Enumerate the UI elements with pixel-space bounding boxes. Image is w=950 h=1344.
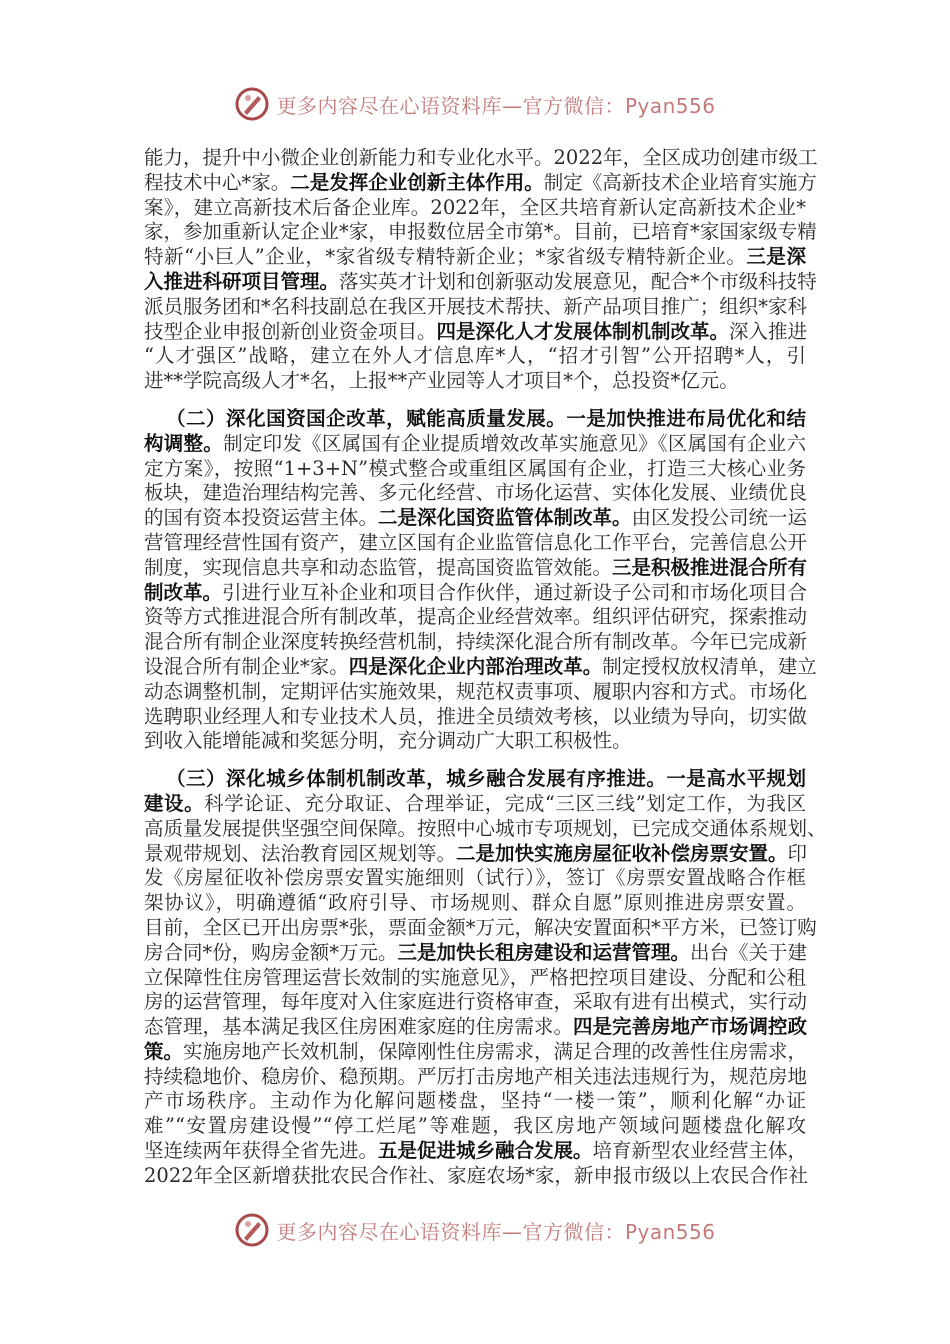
bold-heading-text: 制改革。 <box>144 580 223 604</box>
watermark-text: 更多内容尽在心语资料库—官方微信：Pyan556 <box>276 93 716 118</box>
text-line <box>144 269 817 295</box>
body-text: 制定《高新技术企业培育实施方 <box>543 170 817 194</box>
paragraph <box>144 406 817 754</box>
text-line <box>144 1114 806 1139</box>
text-line <box>144 705 806 730</box>
body-text: 目前，全区已开出房票*张，票面金额*万元，解决安置面积*平方米，已签订购 <box>144 915 817 939</box>
text-line <box>144 605 806 630</box>
text-line <box>144 481 806 506</box>
text-line <box>144 654 817 680</box>
text-line <box>144 630 806 655</box>
body-text: 科学论证、充分取证、合理举证，完成“三区三线”划定工作，为我区 <box>204 791 806 815</box>
body-text: 到收入能增能减和奖惩分明，充分调动广大职工积极性。 <box>144 729 632 753</box>
bold-heading-text: 三是积极推进混合所有 <box>612 555 808 579</box>
text-line <box>144 915 817 941</box>
text-line <box>144 1139 806 1164</box>
body-text: 产市场秩序。主动作为化解问题楼盘，坚持“一楼一策”，顺利化解“办证 <box>144 1089 806 1113</box>
bold-heading-text: 二是深化国资监管体制改革。 <box>378 506 632 530</box>
body-text: 高质量发展提供坚强空间保障。按照中心城市专项规划，已完成交通体系规划、 <box>144 816 827 840</box>
bold-heading-text: 二是发挥企业创新主体作用。 <box>290 170 544 194</box>
body-text: 定方案》，按照“1+3+N”模式整合或重组区属国有企业，打造三大核心业务 <box>144 456 806 480</box>
body-text: 架协议》，明确遵循“政府引导、市场规则、群众自愿”原则推进房票安置。 <box>144 891 806 915</box>
text-line <box>144 816 827 842</box>
body-text: 2022年全区新增获批农民合作社、家庭农场*家，新申报市级以上农民合作社 <box>144 1163 808 1187</box>
body-text: 营管理经营性国有资产，建立区国有企业监管信息化工作平台，完善信息公开 <box>144 530 808 554</box>
body-text: 制定印发《区属国有企业提质增效改革实施意见》《区属国有企业六 <box>223 431 806 455</box>
bold-heading-text: 建设。 <box>144 791 205 815</box>
body-text: 派员服务团和*名科技副总在我区开展技术帮扶、新产品项目推广；组织*家科 <box>144 294 808 318</box>
body-text: 出台《关于建 <box>690 940 808 964</box>
text-line <box>144 369 806 394</box>
text-line <box>144 680 806 705</box>
text-line <box>144 792 806 817</box>
bold-heading-text: 四是完善房地产市场调控政 <box>573 1015 808 1039</box>
body-text: 选聘职业经理人和专业技术人员，推进全员绩效考核，以业绩为导向，切实做 <box>144 704 808 728</box>
body-text: 混合所有制企业深度转换经营机制，持续深化混合所有制改革。今年已完成新 <box>144 630 808 654</box>
text-line <box>144 220 817 245</box>
body-text: 的国有资本投资运营主体。 <box>144 506 379 530</box>
text-line <box>144 941 806 966</box>
body-text: 进**学院高级人才*名，上报**产业园等人才项目*个，总投资*亿元。 <box>144 369 739 393</box>
text-line <box>144 581 806 606</box>
text-line <box>144 295 806 320</box>
text-line <box>144 245 806 270</box>
text-line <box>144 1065 806 1090</box>
text-line <box>144 320 806 345</box>
body-text: 案》，建立高新技术后备企业库。2022年，全区共培育新认定高新技术企业* <box>144 195 806 219</box>
watermark-text: 更多内容尽在心语资料库—官方微信：Pyan556 <box>276 1219 716 1244</box>
body-text: 制度，实现信息共享和动态监管，提高国资监管效能。 <box>144 555 613 579</box>
body-text: 引进行业互补企业和项目合作伙伴，通过新设子公司和市场化项目合 <box>222 580 808 604</box>
body-text: 难”“安置房建设慢”“停工烂尾”等难题，我区房地产领域问题楼盘化解攻 <box>144 1114 806 1138</box>
bold-heading-text: 三是加快长租房建设和运营管理。 <box>397 940 691 964</box>
body-text: 动态调整机制，定期评估实施效果，规范权责事项、履职内容和方式。市场化 <box>144 679 808 703</box>
text-line <box>144 729 806 754</box>
body-text: 坚连续两年获得全省先进。 <box>144 1139 379 1163</box>
text-line <box>144 556 806 581</box>
bold-heading-text: 五是促进城乡融合发展。 <box>378 1139 593 1163</box>
body-text: 板块，建造治理结构完善、多元化经营、市场化运营、实体化发展、业绩优良 <box>144 481 808 505</box>
document-body <box>144 146 827 1202</box>
body-text: 房合同*份，购房金额*万元。 <box>144 940 398 964</box>
body-text: 态管理，基本满足我区住房困难家庭的住房需求。 <box>144 1015 574 1039</box>
text-line <box>144 966 806 991</box>
body-text: 技型企业申报创新创业资金项目。 <box>144 319 437 343</box>
text-line <box>144 196 806 221</box>
text-line <box>144 1164 806 1189</box>
bold-heading-text: 入推进科研项目管理。 <box>144 269 340 293</box>
body-text: 持续稳地价、稳房价、稳预期。严厉打击房地产相关违法违规行为，规范房地 <box>144 1064 808 1088</box>
text-line <box>144 891 806 916</box>
body-text: 由区发投公司统一运 <box>631 506 808 530</box>
body-text: 落实英才计划和创新驱动发展意见，配合*个市级科技特 <box>339 269 817 293</box>
bold-heading-text: （三）深化城乡体制机制改革，城乡融合发展有序推进。一是高水平规划 <box>166 767 806 791</box>
text-line <box>144 344 806 369</box>
bold-heading-text: 四是深化企业内部治理改革。 <box>348 654 603 678</box>
bold-heading-text: 二是加快实施房屋征收补偿房票安置。 <box>456 841 788 865</box>
paragraph <box>144 767 827 1189</box>
text-line <box>144 1015 806 1040</box>
body-text: 深入推进 <box>729 319 808 343</box>
body-text: 制定授权放权清单，建立 <box>602 654 817 678</box>
pen-logo-icon <box>234 1212 270 1248</box>
text-line <box>144 1040 806 1065</box>
body-text: “人才强区”战略，建立在外人才信息库*人，“招才引智”公开招聘*人，引 <box>144 344 806 368</box>
body-text: 实施房地产长效机制，保障刚性住房需求，满足合理的改善性住房需求， <box>183 1039 808 1063</box>
body-text: 发《房屋征收补偿房票安置实施细则（试行）》，签订《房票安置战略合作框 <box>144 866 806 890</box>
text-line <box>144 842 806 867</box>
bold-heading-text: 四是深化人才发展体制机制改革。 <box>436 319 730 343</box>
body-text: 能力，提升中小微企业创新能力和专业化水平。2022年，全区成功创建市级工 <box>144 146 818 169</box>
body-text: 设混合所有制企业*家。 <box>144 654 349 678</box>
body-text: 立保障性住房管理运营长效制的实施意见》，严格把控项目建设、分配和公租 <box>144 965 806 989</box>
text-line <box>144 170 817 196</box>
text-line <box>144 146 818 171</box>
text-line <box>144 457 806 482</box>
text-line <box>144 990 806 1015</box>
body-text: 特新“小巨人”企业，*家省级专精特新企业；*家省级专精特新企业。 <box>144 245 747 269</box>
body-text: 印 <box>787 841 808 865</box>
bold-heading-text: 三是深 <box>746 245 806 269</box>
header-watermark <box>0 86 950 122</box>
text-line <box>144 1089 806 1114</box>
text-line <box>144 866 806 891</box>
paragraph <box>144 146 818 394</box>
body-text: 景观带规划、法治教育园区规划等。 <box>144 841 457 865</box>
footer-watermark <box>0 1212 950 1248</box>
pen-logo-icon <box>234 86 270 122</box>
text-line <box>144 506 806 531</box>
body-text: 程技术中心*家。 <box>144 170 291 194</box>
bold-heading-text: 策。 <box>144 1039 184 1063</box>
body-text: 家，参加重新认定企业*家，申报数位居全市第*。目前，已培育*家国家级专精 <box>144 220 817 244</box>
body-text: 资等方式推进混合所有制改革，提高企业经营效率。组织评估研究，探索推动 <box>144 605 808 629</box>
bold-heading-text: 构调整。 <box>144 431 224 455</box>
text-line <box>144 407 806 432</box>
text-line <box>144 531 806 556</box>
body-text: 培育新型农业经营主体， <box>592 1139 808 1163</box>
text-line <box>144 767 806 792</box>
text-line <box>144 432 806 457</box>
bold-heading-text: （二）深化国资国企改革，赋能高质量发展。一是加快推进布局优化和结 <box>166 406 806 430</box>
body-text: 房的运营管理，每年度对入住家庭进行资格审查，采取有进有出模式，实行动 <box>144 990 808 1014</box>
